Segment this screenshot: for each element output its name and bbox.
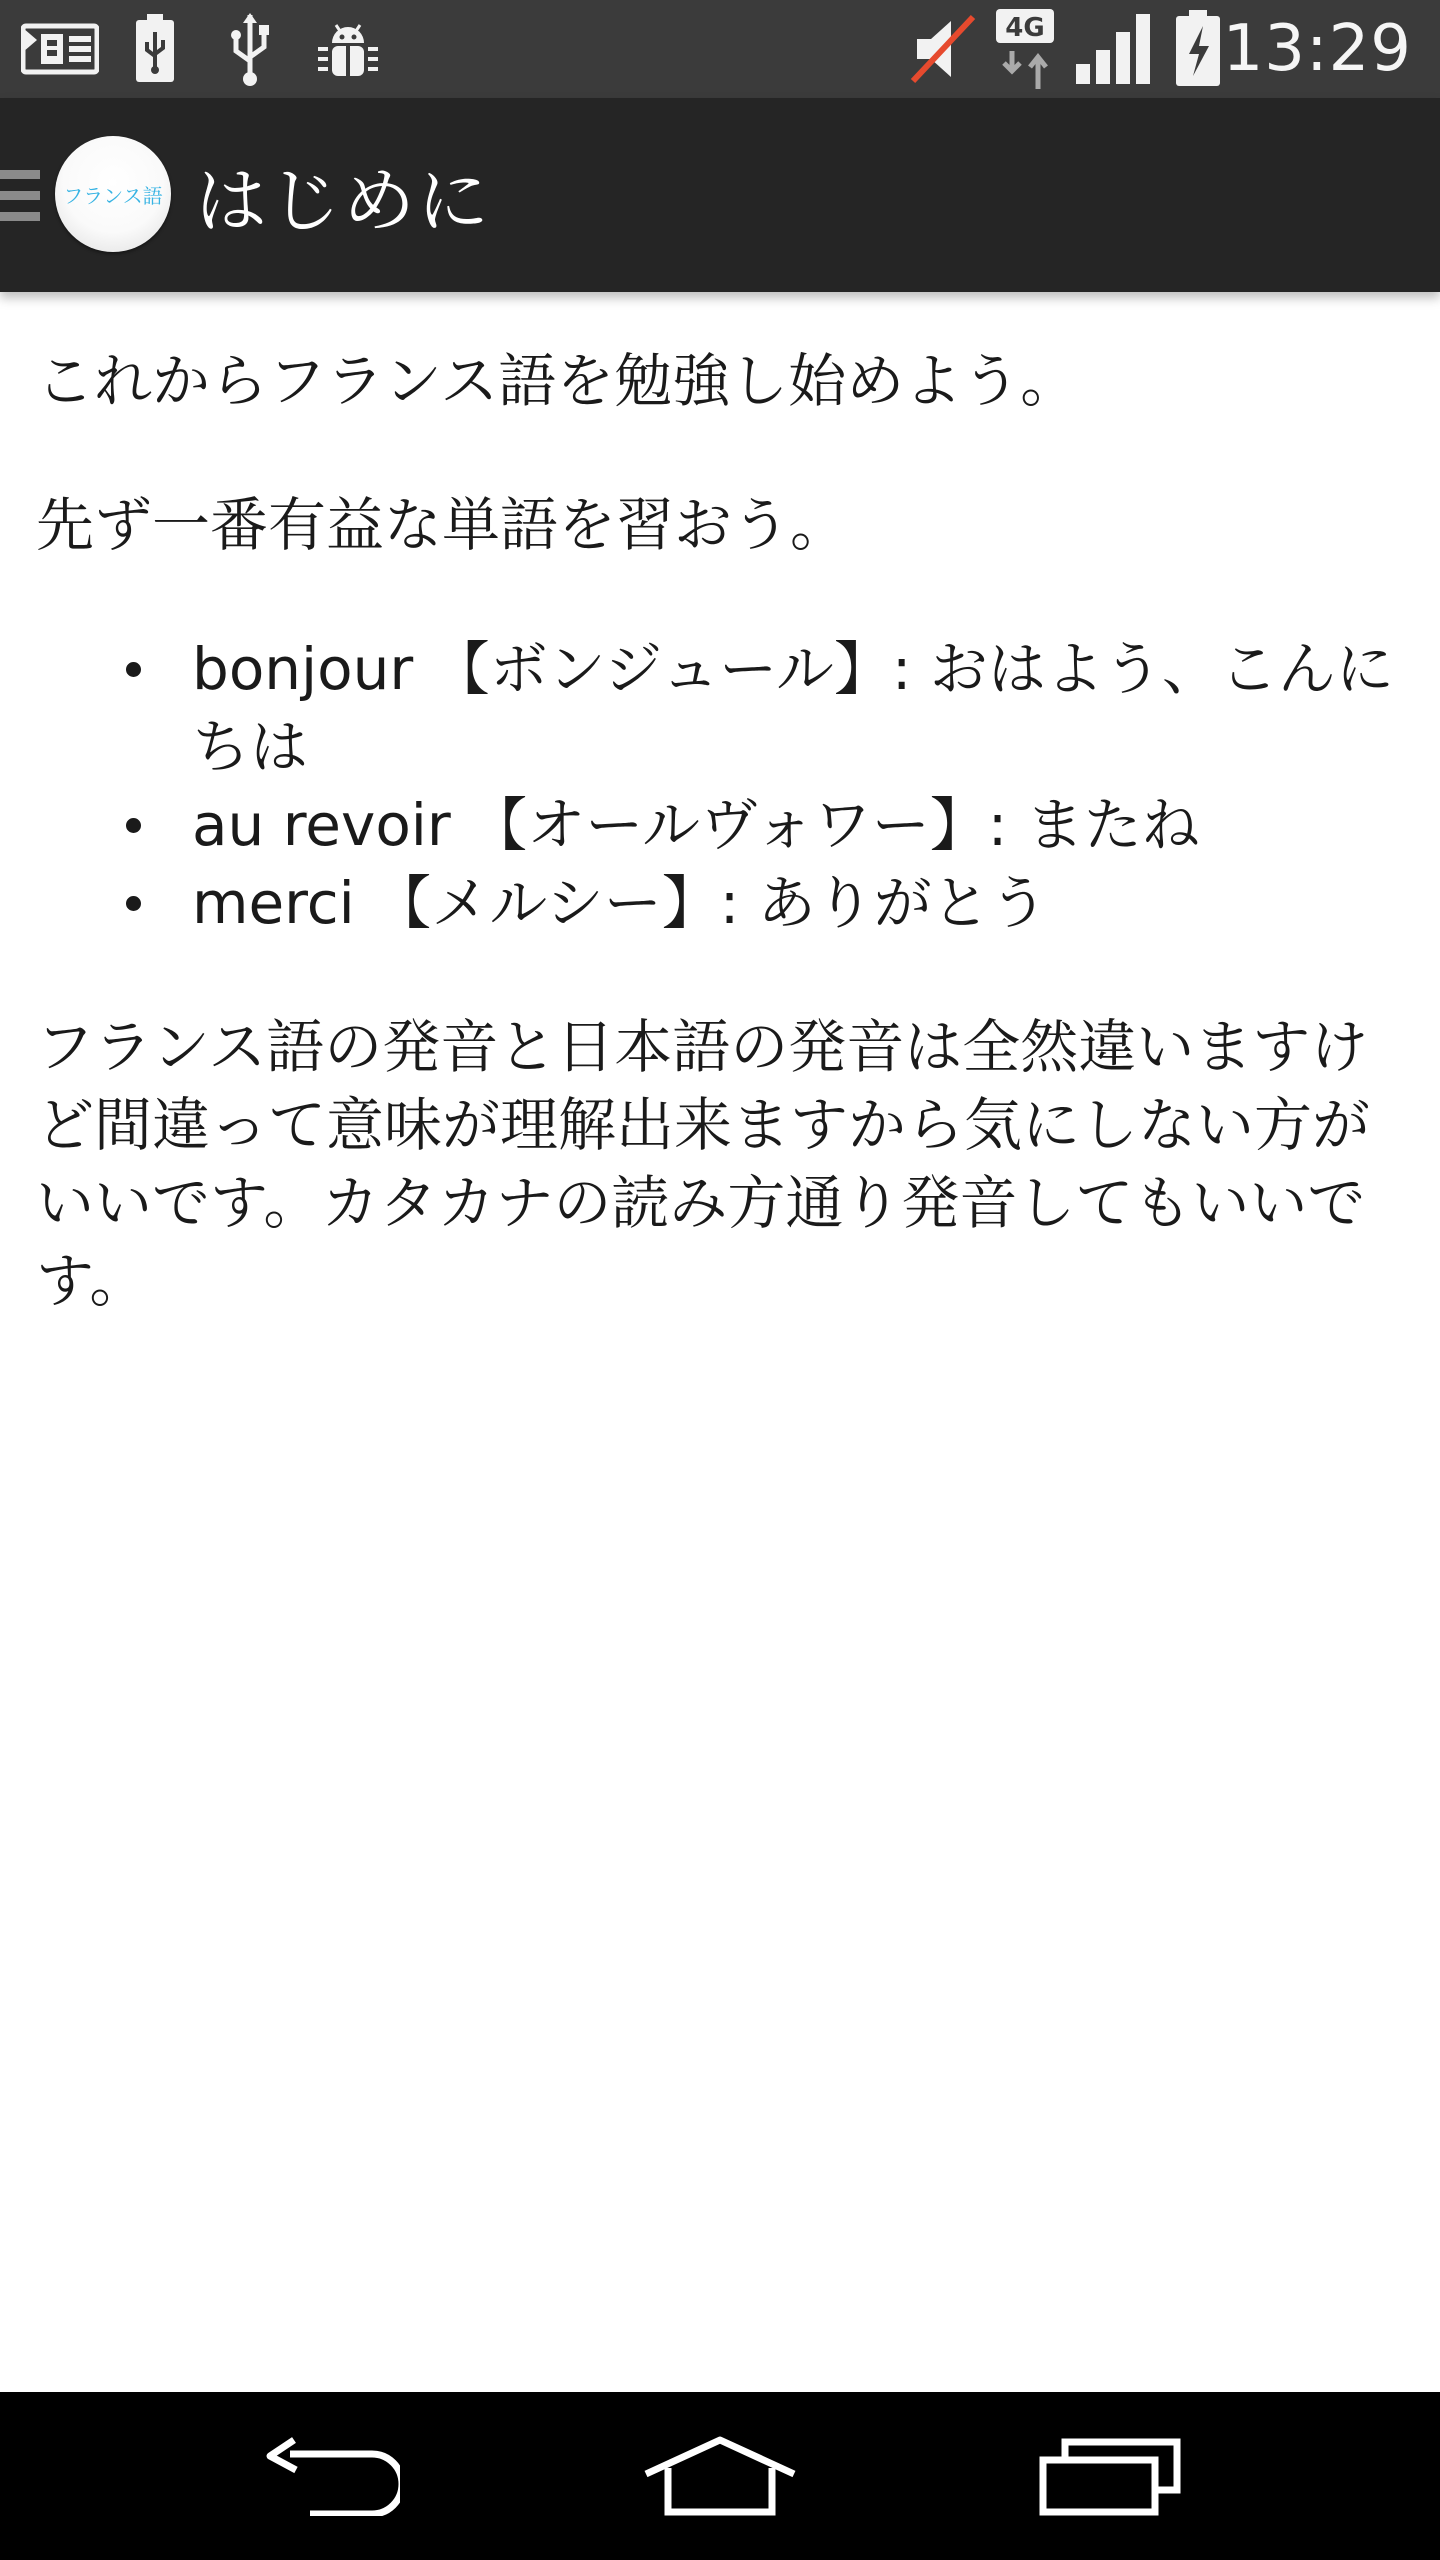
news-notification-icon [20, 0, 100, 98]
list-item: merci 【メルシー】: ありがとう [192, 864, 1408, 942]
vocabulary-list [36, 630, 1408, 942]
signal-strength-icon [1072, 0, 1156, 98]
action-bar [0, 98, 1440, 292]
page-title: はじめに [195, 159, 492, 243]
pronunciation-note: フランス語の発音と日本語の発音は全然違いますけど間違って意味が理解出来ますから気にしない方がいいです。カタカナの読み方通り発音してもいいです。 [36, 1013, 1371, 1315]
android-debug-icon [310, 0, 386, 98]
battery-charging-icon [1170, 0, 1226, 98]
lesson-content [36, 342, 1408, 1386]
home-button[interactable] [600, 2392, 840, 2560]
network-type-label: 4G [1005, 13, 1045, 43]
recent-apps-button[interactable] [990, 2392, 1230, 2560]
navigation-bar [0, 2392, 1440, 2560]
recent-apps-icon [1035, 2436, 1185, 2516]
intro-paragraph: これからフランス語を勉強し始めよう。 [36, 347, 1079, 415]
back-button[interactable] [210, 2392, 450, 2560]
home-icon [640, 2434, 800, 2518]
app-logo-text: フランス語 [63, 183, 163, 208]
battery-notification-icon [130, 0, 180, 98]
volume-muted-icon [905, 0, 981, 98]
list-item: bonjour 【ボンジュール】: おはよう、こんにちは [192, 630, 1408, 786]
status-bar [0, 0, 1440, 98]
drawer-menu-icon[interactable] [0, 170, 40, 226]
usb-icon [225, 0, 275, 98]
lead-paragraph: 先ず一番有益な単語を習おう。 [36, 491, 849, 559]
status-clock: 13:29 [1222, 12, 1412, 86]
app-logo[interactable] [55, 136, 171, 252]
mobile-data-icon [992, 0, 1058, 98]
list-item: au revoir 【オールヴォワー】: またね [192, 786, 1408, 864]
back-icon [260, 2436, 400, 2516]
